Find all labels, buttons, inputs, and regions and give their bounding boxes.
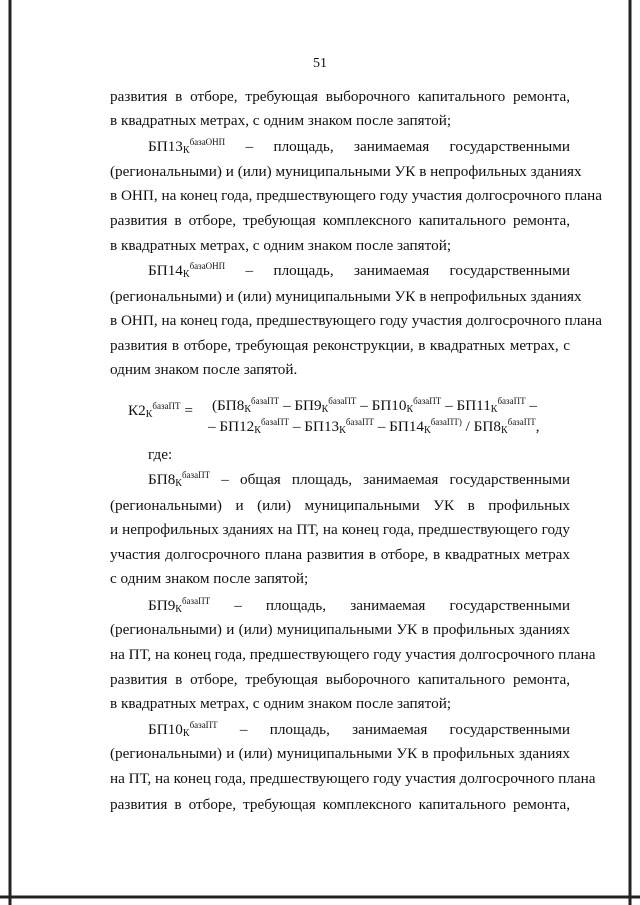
term-subscript: К (145, 409, 153, 420)
text-line: в ОНП, на конец года, предшествующего году участия долгосрочного плана (110, 312, 603, 329)
formula-term: (БП8 (212, 397, 245, 414)
formula-subscript: К (500, 425, 508, 436)
formula-lhs (128, 402, 193, 420)
formula-term: / БП8 (461, 418, 501, 435)
term-subscript: К (182, 728, 190, 739)
formula-term: , (535, 418, 540, 435)
page-number: 51 (313, 56, 327, 71)
formula-term: – БП14 (373, 418, 425, 435)
term (148, 262, 225, 279)
where-label: где: (148, 446, 173, 463)
formula-superscript: базаПТ (260, 417, 290, 427)
definition-line (148, 262, 570, 279)
term-name: БП14 (148, 262, 183, 279)
term (128, 402, 181, 419)
term-name: БП9 (148, 597, 176, 614)
text-line: на ПТ, на конец года, предшествующего году участия долгосрочного плана (110, 646, 596, 663)
text-line: участия долгосрочного плана развития в отборе, в квадратных метрах (110, 546, 570, 563)
text-line: (региональными) и (или) муниципальными УК в профильных зданиях (110, 621, 570, 638)
formula-subscript: К (321, 404, 329, 415)
definition-line (148, 597, 570, 614)
term-name: К2 (128, 402, 146, 419)
formula-superscript: базаПТ (507, 417, 536, 427)
formula-superscript: базаПТ (497, 396, 526, 406)
formula-subscript: К (490, 404, 498, 415)
text-line: и непрофильных зданиях на ПТ, на конец года, предшествующего году (110, 521, 570, 538)
formula-subscript: К (406, 404, 414, 415)
text-line: в ОНП, на конец года, предшествующего году участия долгосрочного плана (110, 187, 603, 204)
term-superscript: базаПТ (181, 596, 211, 606)
text-line: в квадратных метрах, с одним знаком после запятой; (110, 695, 452, 712)
text-line: (региональными) и (или) муниципальными УК в профильных (110, 497, 570, 514)
definition-line (148, 471, 570, 488)
formula-term: – БП11 (441, 397, 491, 414)
formula-row2 (208, 418, 540, 436)
text-line: (региональными) и (или) муниципальными УК в непрофильных зданиях (110, 163, 582, 180)
formula-term: – (525, 397, 537, 414)
text-line: развития в отборе, требующая реконструкции, в квадратных метрах, с (110, 337, 570, 354)
definition-text: – общая площадь, занимаемая государственными (221, 471, 570, 488)
formula-term: – БП10 (356, 397, 407, 414)
term (148, 138, 225, 155)
term-subscript: К (175, 478, 182, 489)
formula-subscript: К (254, 425, 261, 436)
term-superscript: базаПТ (189, 720, 218, 730)
term (148, 721, 218, 738)
text-line: развития в отборе, требующая комплексного капитального ремонта, (110, 212, 570, 229)
definition-text: – площадь, занимаемая государственными (239, 721, 570, 738)
text-line: на ПТ, на конец года, предшествующего году участия долгосрочного плана (110, 770, 596, 787)
text-line: (региональными) и (или) муниципальными УК в профильных зданиях (110, 745, 570, 762)
term (148, 471, 210, 488)
text-line: в квадратных метрах, с одним знаком после запятой; (110, 237, 452, 254)
formula-subscript: К (339, 425, 346, 436)
term-superscript: базаОНП (189, 137, 226, 147)
term-superscript: базаПТ (152, 401, 181, 411)
text-line: (региональными) и (или) муниципальными УК в непрофильных зданиях (110, 288, 582, 305)
term (148, 597, 210, 614)
formula-row1 (212, 397, 537, 415)
formula-term: – БП12 (208, 418, 255, 435)
definition-text: – площадь, занимаемая государственными (245, 138, 570, 155)
text-line: развития в отборе, требующая выборочного капитального ремонта, (110, 671, 570, 688)
formula-superscript: базаПТ (328, 396, 357, 406)
text-line: с одним знаком после запятой; (110, 570, 309, 587)
text-line: развития в отборе, требующая комплексного капитального ремонта, (110, 796, 570, 813)
formula-term: – БП9 (279, 397, 322, 414)
formula-superscript: базаПТ (413, 396, 442, 406)
text-line: развития в отборе, требующая выборочного капитального ремонта, (110, 88, 570, 105)
definition-text: – площадь, занимаемая государственными (234, 597, 570, 614)
equals-sign: = (184, 402, 193, 419)
formula-term: – БП13 (289, 418, 340, 435)
text-line: одним знаком после запятой. (110, 361, 298, 378)
term-name: БП8 (148, 471, 176, 488)
term-subscript: К (182, 145, 190, 156)
text-line: в квадратных метрах, с одним знаком после запятой; (110, 112, 452, 129)
definition-line (148, 138, 570, 155)
formula-superscript: базаПТ (251, 396, 280, 406)
definition-line (148, 721, 570, 738)
formula-superscript: базаПТ) (430, 417, 462, 427)
term-name: БП10 (148, 721, 183, 738)
formula-subscript: К (424, 425, 431, 436)
definition-text: – площадь, занимаемая государственными (245, 262, 570, 279)
term-subscript: К (175, 604, 182, 615)
formula-subscript: К (244, 404, 252, 415)
term-name: БП13 (148, 138, 183, 155)
term-superscript: базаОНП (189, 261, 226, 271)
term-subscript: К (182, 269, 190, 280)
formula-superscript: базаПТ (345, 417, 374, 427)
term-superscript: базаПТ (181, 470, 211, 480)
